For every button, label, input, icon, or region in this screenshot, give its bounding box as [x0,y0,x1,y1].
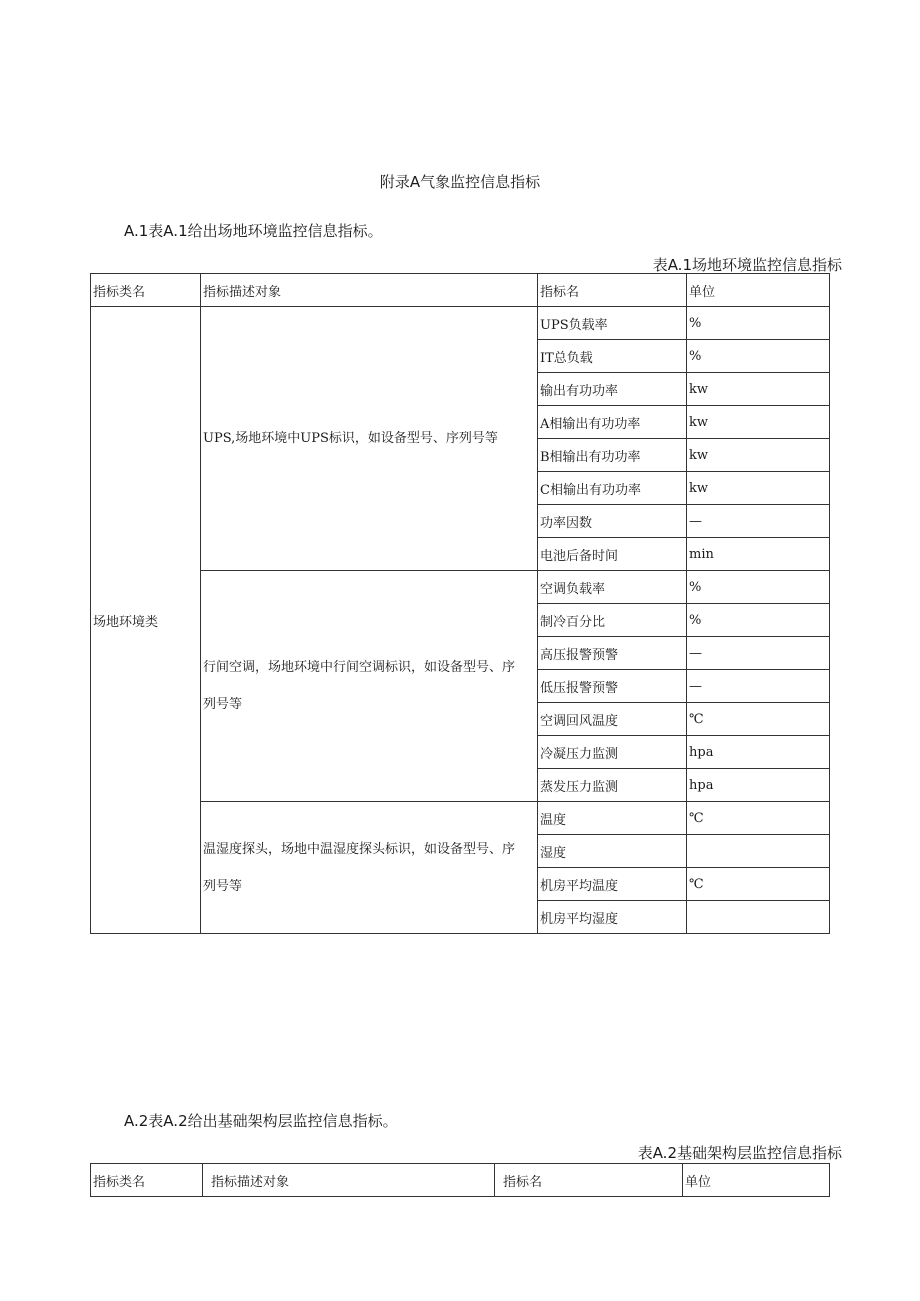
appendix-title: 附录A气象监控信息指标 [379,173,541,191]
unit-cell: kw [687,472,830,505]
indicator-name-cell: 湿度 [538,835,687,868]
unit-cell: hpa [687,736,830,769]
indicator-name-cell: 蒸发压力监测 [538,769,687,802]
unit-cell: ℃ [687,703,830,736]
indicator-name-cell: 机房平均湿度 [538,901,687,934]
header-cell: 指标类名 [91,1164,203,1197]
header-cell: 单位 [687,274,830,307]
table1-caption: 表A.1场地环境监控信息指标 [652,256,842,274]
unit-cell: kw [687,439,830,472]
indicator-name-cell: A相输出有功功率 [538,406,687,439]
description-cell: UPS,场地环境中UPS标识，如设备型号、序列号等 [201,307,538,571]
unit-cell: % [687,307,830,340]
category-cell: 场地环境类 [91,307,201,934]
unit-cell: ℃ [687,802,830,835]
indicator-name-cell: C相输出有功功率 [538,472,687,505]
table-row [91,571,830,604]
header-cell: 指标类名 [91,274,201,307]
unit-cell [687,901,830,934]
unit-cell: — [687,505,830,538]
unit-cell: % [687,571,830,604]
description-cell: 行间空调，场地环境中行间空调标识，如设备型号、序列号等 [201,571,538,802]
header-cell: 指标描述对象 [203,1164,495,1197]
table-header-row [91,1164,830,1197]
indicator-name-cell: UPS负载率 [538,307,687,340]
indicator-name-cell: 温度 [538,802,687,835]
unit-cell: kw [687,406,830,439]
section2-intro: A.2表A.2给出基础架构层监控信息指标。 [124,1112,398,1130]
indicator-name-cell: 低压报警预警 [538,670,687,703]
unit-cell: hpa [687,769,830,802]
unit-cell: — [687,637,830,670]
table-header-row [91,274,830,307]
indicator-name-cell: 输出有功功率 [538,373,687,406]
indicator-name-cell: 冷凝压力监测 [538,736,687,769]
indicator-name-cell: 功率因数 [538,505,687,538]
indicator-name-cell: IT总负载 [538,340,687,373]
indicator-name-cell: 空调回风温度 [538,703,687,736]
table2-caption: 表A.2基础架构层监控信息指标 [637,1144,842,1162]
description-cell: 温湿度探头，场地中温湿度探头标识，如设备型号、序列号等 [201,802,538,934]
header-cell: 指标名 [538,274,687,307]
unit-cell: ℃ [687,868,830,901]
header-cell: 指标描述对象 [201,274,538,307]
table-row [91,307,830,340]
indicator-name-cell: 制冷百分比 [538,604,687,637]
section1-intro: A.1表A.1给出场地环境监控信息指标。 [124,222,383,240]
unit-cell: % [687,340,830,373]
unit-cell: % [687,604,830,637]
infrastructure-table [90,1163,830,1197]
indicator-name-cell: B相输出有功功率 [538,439,687,472]
site-environment-table [90,273,830,934]
indicator-name-cell: 机房平均温度 [538,868,687,901]
table-row [91,802,830,835]
unit-cell: — [687,670,830,703]
unit-cell: min [687,538,830,571]
unit-cell: kw [687,373,830,406]
header-cell: 指标名 [495,1164,683,1197]
unit-cell [687,835,830,868]
indicator-name-cell: 空调负载率 [538,571,687,604]
indicator-name-cell: 高压报警预警 [538,637,687,670]
header-cell: 单位 [683,1164,830,1197]
indicator-name-cell: 电池后备时间 [538,538,687,571]
